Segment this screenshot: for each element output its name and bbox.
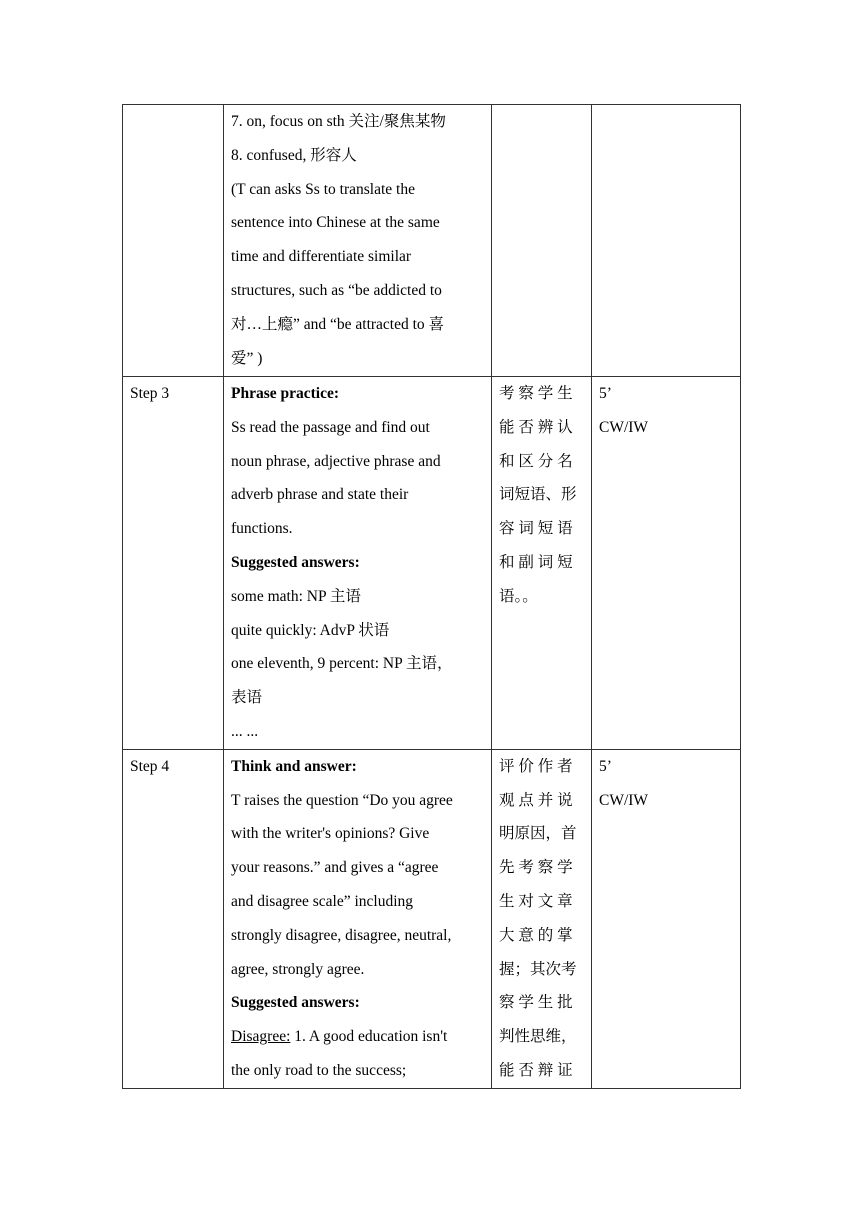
answer-line: 表语 (231, 689, 263, 707)
answer-line: one eleventh, 9 percent: NP 主语， (231, 655, 453, 673)
activity-line: 对…上瘾” and “be attracted to 喜 (231, 315, 445, 333)
purpose-line: 明原因，首 (499, 825, 577, 843)
activity-cell (224, 105, 492, 377)
purpose-line: 判性思维， (499, 1028, 577, 1046)
purpose-line: 词短语、形 (499, 486, 577, 504)
purpose-line: 和 副 词 短 (499, 553, 573, 571)
activity-line: and disagree scale” including (231, 892, 414, 910)
activity-heading: Phrase practice: (231, 385, 340, 402)
mode-label: CW/IW (599, 418, 649, 436)
purpose-line: 察 学 生 批 (499, 994, 573, 1012)
purpose-line: 生 对 文 章 (499, 892, 573, 910)
activity-line: 爱” ) (231, 349, 263, 367)
activity-line: structures, such as “be addicted to (231, 281, 442, 299)
activity-line: your reasons.” and gives a “agree (231, 859, 439, 877)
activity-line: agree, strongly agree. (231, 960, 365, 978)
answer-line: Disagree: 1. A good education isn't (231, 1028, 448, 1046)
time-mode-cell (592, 377, 741, 750)
answer-line: quite quickly: AdvP 状语 (231, 621, 390, 639)
activity-line: adverb phrase and state their (231, 486, 409, 504)
activity-line: functions. (231, 520, 293, 538)
time-mode-cell (592, 749, 741, 1088)
answer-line: some math: NP 主语 (231, 587, 361, 605)
step-label: Step 3 (130, 385, 170, 402)
mode-label: CW/IW (599, 791, 649, 809)
purpose-line: 大 意 的 掌 (499, 926, 573, 944)
lesson-plan-table (122, 104, 741, 1089)
activity-line: sentence into Chinese at the same (231, 214, 440, 232)
purpose-line: 能 否 辩 证 (499, 1061, 573, 1079)
table-row (123, 105, 741, 377)
purpose-line: 容 词 短 语 (499, 520, 573, 538)
purpose-line: 和 区 分 名 (499, 452, 573, 470)
purpose-line: 观 点 并 说 (499, 791, 573, 809)
time-label: 5’ (599, 757, 612, 775)
activity-cell (224, 749, 492, 1088)
answer-line: the only road to the success; (231, 1061, 407, 1079)
step-cell (123, 749, 224, 1088)
purpose-line: 握；其次考 (499, 960, 577, 978)
answer-line: ... ... (231, 722, 259, 740)
purpose-cell (492, 377, 592, 750)
activity-line: strongly disagree, disagree, neutral, (231, 926, 452, 944)
purpose-line: 能 否 辨 认 (499, 418, 573, 436)
answers-heading: Suggested answers: (231, 553, 360, 571)
table-row (123, 749, 741, 1088)
purpose-cell (492, 749, 592, 1088)
purpose-line: 先 考 察 学 (499, 859, 573, 877)
answers-heading: Suggested answers: (231, 994, 360, 1012)
activity-cell (224, 377, 492, 750)
purpose-cell (492, 105, 592, 377)
table-row (123, 377, 741, 750)
step-cell (123, 377, 224, 750)
time-label: 5’ (599, 385, 612, 402)
answer-label: Disagree: (231, 1028, 291, 1046)
activity-heading: Think and answer: (231, 757, 357, 775)
activity-line: Ss read the passage and find out (231, 418, 430, 436)
activity-line: noun phrase, adjective phrase and (231, 452, 441, 470)
activity-line: with the writer's opinions? Give (231, 825, 430, 843)
step-label: Step 4 (130, 757, 170, 775)
purpose-line: 语。。 (499, 587, 538, 605)
activity-line: T raises the question “Do you agree (231, 791, 453, 809)
step-cell (123, 105, 224, 377)
time-mode-cell (592, 105, 741, 377)
activity-line: time and differentiate similar (231, 248, 412, 266)
purpose-line: 考 察 学 生 (499, 385, 573, 402)
purpose-line: 评 价 作 者 (499, 757, 573, 775)
activity-line: 8. confused, 形容人 (231, 146, 357, 164)
activity-line: 7. on, focus on sth 关注/聚焦某物 (231, 113, 446, 130)
activity-line: (T can asks Ss to translate the (231, 180, 415, 198)
